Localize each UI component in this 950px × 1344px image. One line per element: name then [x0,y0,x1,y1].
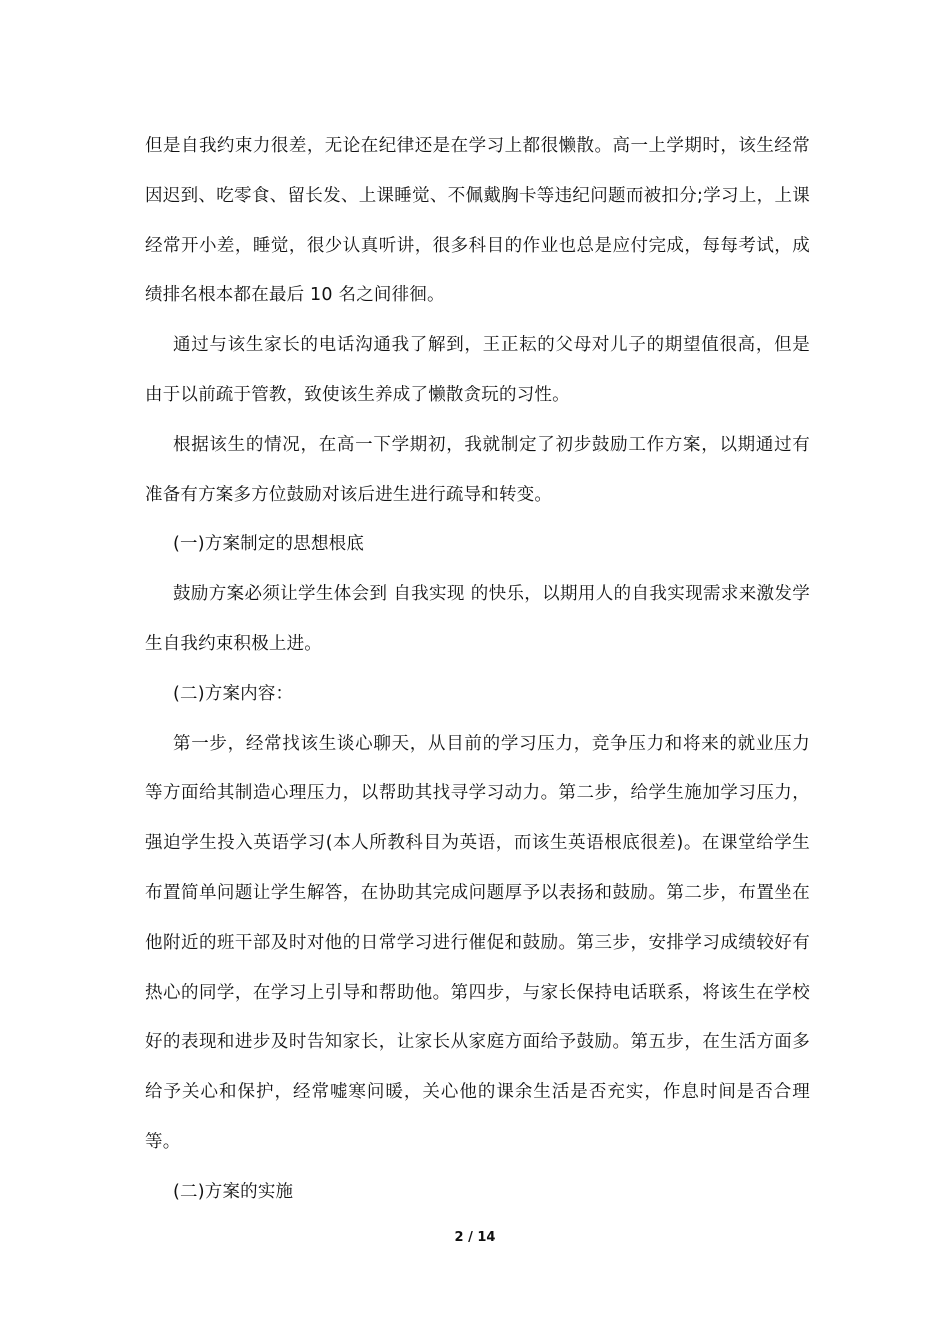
paragraph-plan-basis: 鼓励方案必须让学生体会到 自我实现 的快乐，以期用人的自我实现需求来激发学生自我约束积极上进。 [145,584,810,654]
paragraph-plan-intro: 根据该生的情况，在高一下学期初，我就制定了初步鼓励工作方案，以期通过有准备有方案多方位鼓励对该后进生进行疏导和转变。 [145,434,810,505]
paragraph-parent-communication: 通过与该生家长的电话沟通我了解到，王正耘的父母对儿子的期望值很高，但是由于以前疏于管教，致使该生养成了懒散贪玩的习性。 [145,335,810,405]
section-heading-plan-implementation: (二)方案的实施 [173,1181,294,1202]
document-body [145,122,810,1218]
section-heading-plan-basis: (一)方案制定的思想根底 [173,534,365,555]
paragraph-plan-steps: 第一步，经常找该生谈心聊天，从目前的学习压力，竞争压力和将来的就业压力等方面给其制造心理压力，以帮助其找寻学习动力。第二步，给学生施加学习压力，强迫学生投入英语学习(本人所教科目为英语，而该生英语根底很差)。在课堂给学生布置简单问题让学生解答，在协助其完成问题厚予以表扬和鼓励。第二步，布置坐在他附近的班干部及时对他的日常学习进行催促和鼓励。第三步，安排学习成绩较好有热心的同学，在学习上引导和帮助他。第四步，与家长保持电话联系，将该生在学校好的表现和进步及时告知家长，让家长从家庭方面给予鼓励。第五步，在生活方面多给予关心和保护，经常嘘寒问暖，关心他的课余生活是否充实，作息时间是否合理等。 [145,733,810,1152]
paragraph-behavior-description: 但是自我约束力很差，无论在纪律还是在学习上都很懒散。高一上学期时，该生经常因迟到、吃零食、留长发、上课睡觉、不佩戴胸卡等违纪问题而被扣分;学习上，上课经常开小差，睡觉，很少认真听讲，很多科目的作业也总是应付完成，每每考试，成绩排名根本都在最后 10 名之间徘徊。 [145,136,810,306]
page-number: 2 / 14 [454,1230,496,1245]
section-heading-plan-content: (二)方案内容： [173,683,294,704]
